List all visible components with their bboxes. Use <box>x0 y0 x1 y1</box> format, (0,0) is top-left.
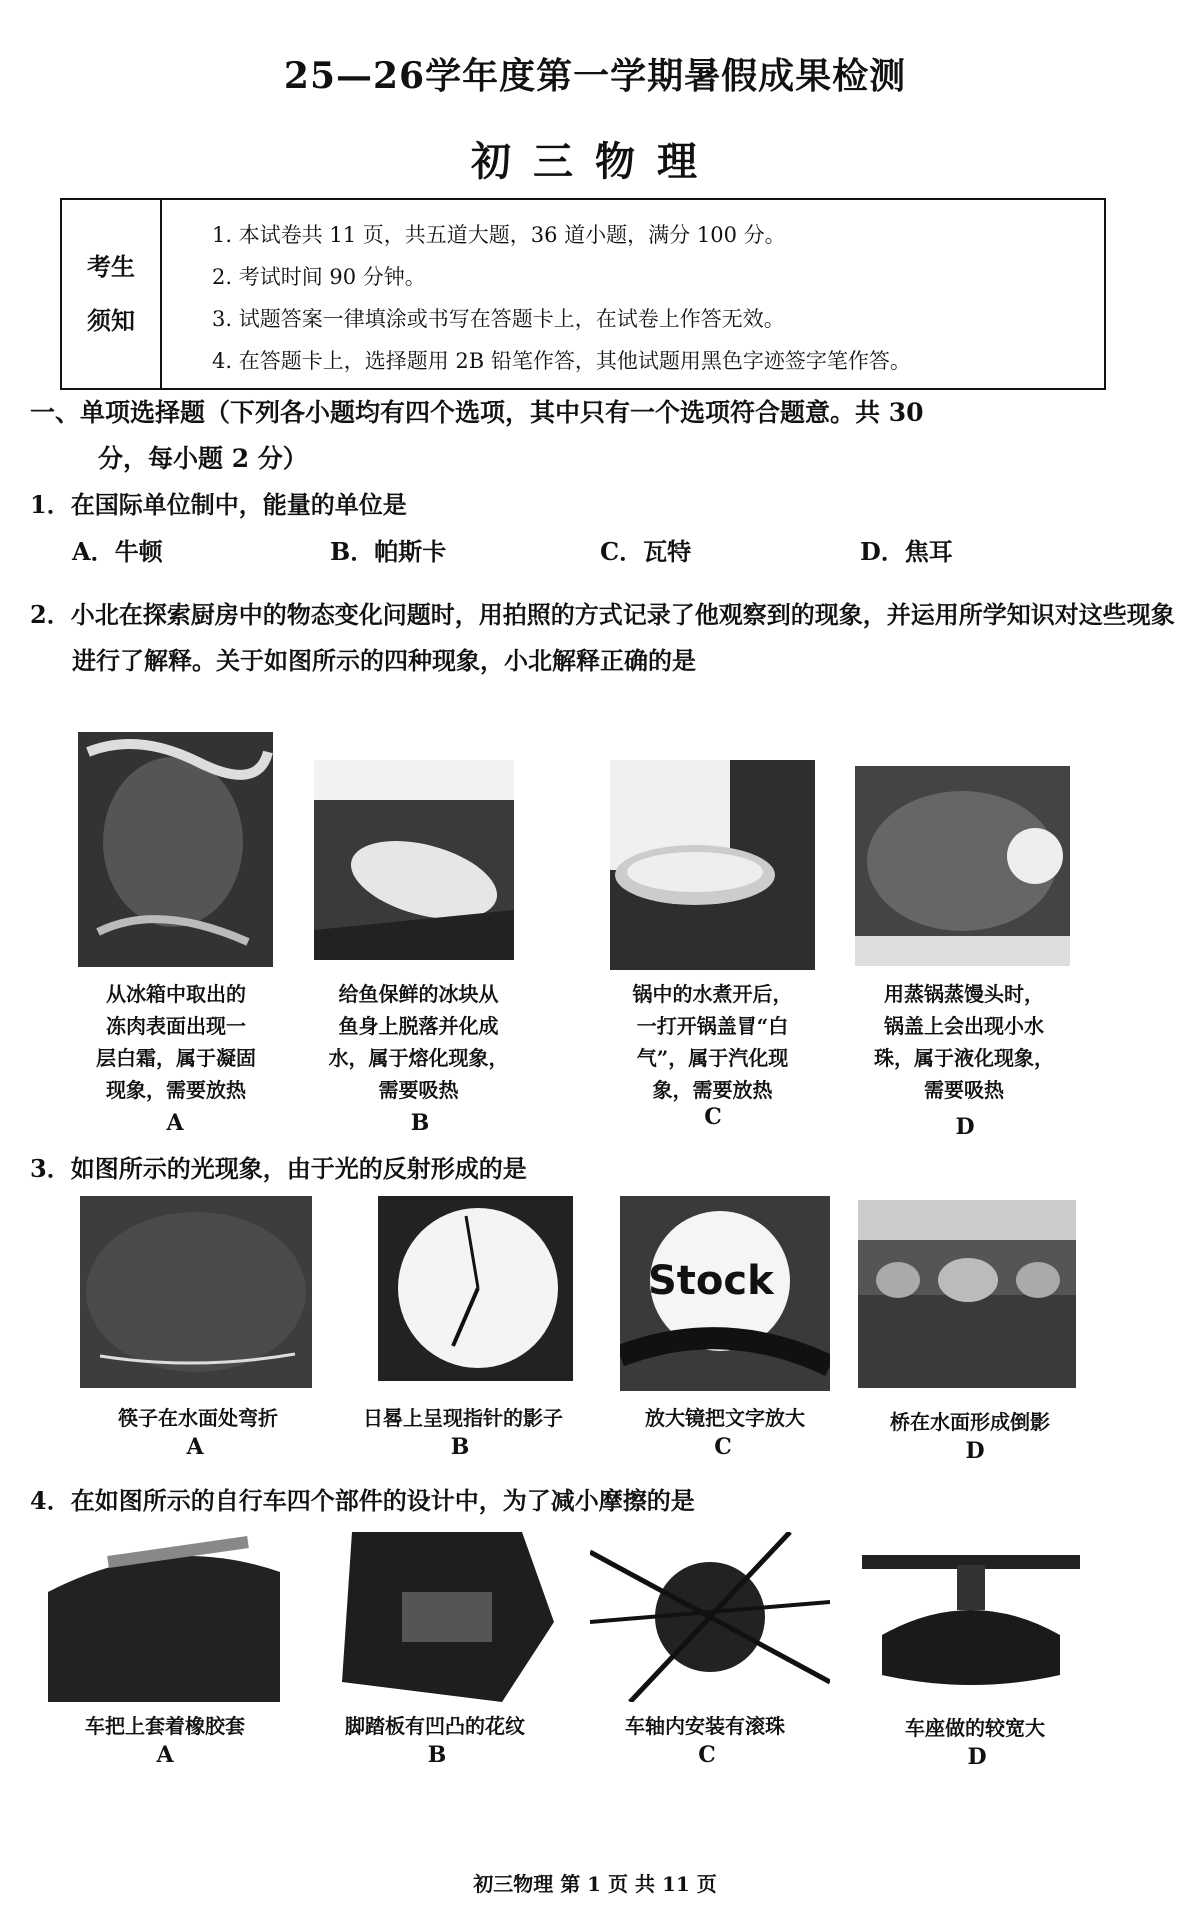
notice-items <box>212 214 1094 382</box>
q3-caption-c: 放大镜把文字放大 <box>645 1406 805 1430</box>
magnified-text: Stock <box>648 1258 774 1304</box>
steamer-pot-photo <box>855 766 1070 966</box>
q2-label-b: B <box>410 1110 430 1136</box>
notice-item: 1. 本试卷共 11 页，共五道大题，36 道小题，满分 100 分。 <box>212 223 786 247</box>
handlebar-grip-photo <box>48 1532 280 1702</box>
q3-caption-d: 桥在水面形成倒影 <box>890 1410 1050 1434</box>
section-heading-line2: 分，每小题 2 分） <box>98 444 308 473</box>
caption-line: 象，需要放热 <box>652 1078 773 1102</box>
wheel-axle-photo <box>590 1532 830 1702</box>
boiling-pot-photo <box>610 760 815 970</box>
q4-caption-d: 车座做的较宽大 <box>905 1716 1045 1740</box>
caption-line: 需要吸热 <box>924 1078 1004 1102</box>
caption-line: 现象，需要放热 <box>106 1078 246 1102</box>
q1-option-d: D．焦耳 <box>860 537 953 566</box>
fish-on-ice-photo <box>314 760 514 960</box>
caption-line: 层白霜，属于凝固 <box>96 1046 256 1070</box>
caption-line: 给鱼保鲜的冰块从 <box>338 982 499 1006</box>
bridge-reflection-photo <box>858 1200 1076 1388</box>
q4-label-b: B <box>427 1742 447 1768</box>
q4-label-c: C <box>698 1742 716 1768</box>
caption-line: 鱼身上脱落并化成 <box>338 1014 499 1038</box>
notice-item: 4. 在答题卡上，选择题用 2B 铅笔作答，其他试题用黑色字迹签字笔作答。 <box>212 349 911 373</box>
q4-caption-c: 车轴内安装有滚珠 <box>625 1714 785 1738</box>
bicycle-seat-photo <box>862 1545 1080 1700</box>
question-3-stem: 3．如图所示的光现象，由于光的反射形成的是 <box>30 1154 527 1183</box>
q2-caption-a <box>66 978 286 1106</box>
caption-line: 需要吸热 <box>378 1078 459 1102</box>
q2-label-d: D <box>955 1114 975 1140</box>
caption-line: 从冰箱中取出的 <box>106 982 246 1006</box>
q2-label-c: C <box>704 1104 722 1130</box>
q1-option-b: B．帕斯卡 <box>330 537 447 566</box>
q2-caption-b <box>306 978 531 1106</box>
question-2-stem: 2．小北在探索厨房中的物态变化问题时，用拍照的方式记录了他观察到的现象，并运用所学知识对这些现象进行了解释。关于如图所示的四种现象，小北解释正确的是 <box>30 600 1175 675</box>
q3-label-c: C <box>714 1434 732 1460</box>
exam-title: 25—26学年度第一学期暑假成果检测 <box>283 55 907 97</box>
q3-label-b: B <box>450 1434 470 1460</box>
q2-caption-c <box>600 978 825 1106</box>
q4-caption-b: 脚踏板有凹凸的花纹 <box>345 1714 525 1738</box>
caption-line: 锅盖上会出现小水 <box>884 1014 1044 1038</box>
section-heading-line1: 一、单项选择题（下列各小题均有四个选项，其中只有一个选项符合题意。共 30 <box>30 398 924 427</box>
sundial-photo <box>378 1196 573 1381</box>
q4-label-d: D <box>967 1744 987 1770</box>
notice-heading-line2: 须知 <box>87 306 135 335</box>
q3-label-a: A <box>186 1434 204 1460</box>
notice-heading-line1: 考生 <box>87 252 135 281</box>
q3-label-d: D <box>965 1438 985 1464</box>
question-1-stem: 1．在国际单位制中，能量的单位是 <box>30 490 407 519</box>
q4-label-a: A <box>156 1742 174 1768</box>
caption-line: 一打开锅盖冒“白 <box>636 1014 789 1038</box>
q4-caption-a: 车把上套着橡胶套 <box>85 1714 245 1738</box>
q2-caption-d <box>848 978 1080 1106</box>
caption-line: 冻肉表面出现一 <box>106 1014 246 1038</box>
chopsticks-in-water-photo <box>80 1196 312 1388</box>
q3-caption-b: 日晷上呈现指针的影子 <box>363 1406 563 1430</box>
question-4-stem: 4．在如图所示的自行车四个部件的设计中，为了减小摩擦的是 <box>30 1486 695 1515</box>
notice-heading <box>62 200 162 388</box>
q3-caption-a: 筷子在水面处弯折 <box>118 1406 278 1430</box>
frozen-meat-photo <box>78 732 273 967</box>
q1-option-a: A．牛顿 <box>72 537 163 566</box>
notice-item: 3. 试题答案一律填涂或书写在答题卡上，在试卷上作答无效。 <box>212 307 785 331</box>
q2-label-a: A <box>166 1110 184 1136</box>
q1-option-c: C．瓦特 <box>600 537 692 566</box>
caption-line: 气”，属于汽化现 <box>636 1046 789 1070</box>
caption-line: 水，属于熔化现象， <box>328 1046 509 1070</box>
exam-subject: 初三物理 <box>471 138 719 185</box>
magnifier-photo <box>620 1196 830 1391</box>
caption-line: 珠，属于液化现象， <box>874 1046 1054 1070</box>
candidate-notice-box <box>60 198 1106 390</box>
page-footer: 初三物理 第 1 页 共 11 页 <box>473 1872 717 1896</box>
pedal-photo <box>322 1532 554 1702</box>
caption-line: 锅中的水煮开后， <box>632 982 793 1006</box>
section-heading <box>30 390 1150 482</box>
notice-item: 2. 考试时间 90 分钟。 <box>212 265 426 289</box>
caption-line: 用蒸锅蒸馒头时， <box>884 982 1044 1006</box>
